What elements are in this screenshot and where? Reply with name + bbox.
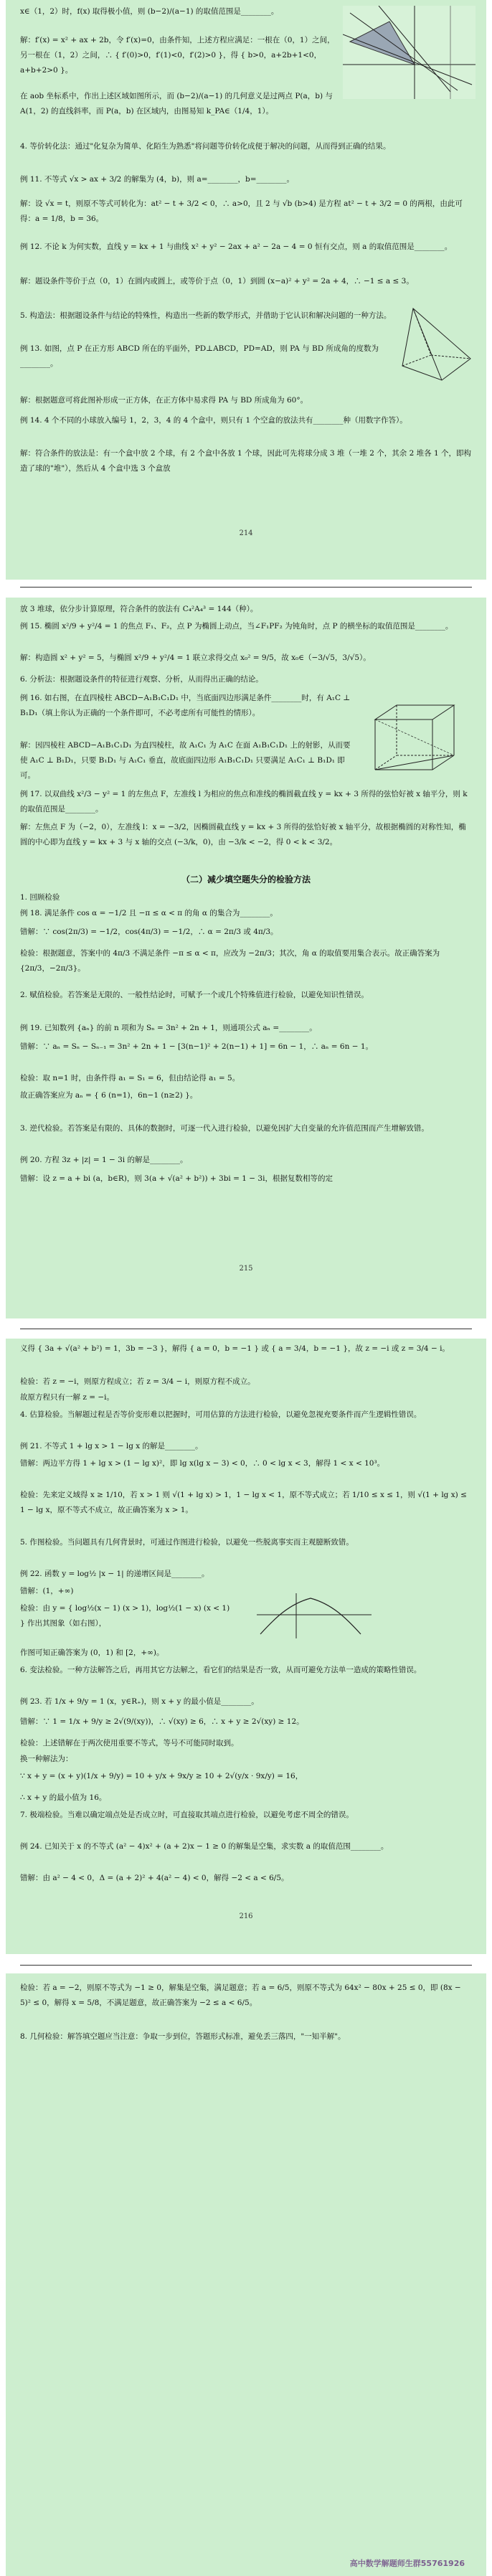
text-line: 3. 逆代检验。若答案是有限的、具体的数据时，可逐一代入进行检验，以避免因扩大自变量的允许值范围而产生增解致错。 (20, 1124, 429, 1133)
text-line: 例 16. 如右图，在直四棱柱 ABCD−A₁B₁C₁D₁ 中，当底面四边形满足条件________时，有 A₁C ⊥ B₁D₁（填上你认为正确的一个条件即可，不必考虑所有可能性的情形）。 (20, 694, 351, 717)
text-line: 解：题设条件等价于点（0，1）在圆内或圆上，或等价于点（0，1）到圆 (x−a)² + y² = 2a + 4，∴ −1 ≤ a ≤ 3。 (20, 277, 414, 286)
text-line: 检验：取 n=1 时，由条件得 a₁ = S₁ = 6，但由结论得 a₁ = 5。 (20, 1074, 240, 1082)
page-number: 216 (239, 1912, 253, 1920)
text-line: 错解：∵ cos(2π/3) = −1/2，cos(4π/3) = −1/2，∴ α = 2π/3 或 4π/3。 (20, 928, 278, 936)
text-line: 例 23. 若 1/x + 9/y = 1 (x，y∈R₊)，则 x + y 的最小值是________。 (20, 1697, 259, 1706)
page-214 (6, 0, 486, 580)
text-line: 解：f′(x) = x² + ax + 2b，令 f′(x)=0，由条件知，上述方程应满足：一根在（0，1）之间，另一根在（1，2）之间，∴ { f′(0)>0，f′(1)<0，f′(2)>0 }，得 { b>0，a+2b+1<0，a+b+2>0 }。 (20, 36, 335, 75)
text-line: 例 15. 椭圆 x²/9 + y²/4 = 1 的焦点 F₁、F₂，点 P 为椭圆上动点，当∠F₁PF₂ 为钝角时，点 P 的横坐标的取值范围是________。 (20, 622, 453, 631)
text-line: 4. 等价转化法：通过"化复杂为简单、化陌生为熟悉"将问题等价转化成便于解决的问题，从而得到正确的结果。 (20, 142, 391, 151)
text-line: 5. 构造法：根据题设条件与结论的特殊性，构造出一些新的数学形式，并借助于它认识和解决问题的一种方法。 (20, 311, 392, 320)
footer-watermark: 高中数学解题师生群55761926 (349, 2559, 465, 2568)
text-line: 解：设 √x = t，则原不等式可转化为：at² − t + 3/2 < 0，∴ a>0，且 2 与 √b (b>4) 是方程 at² − t + 3/2 = 0 的两根，由此可得：a = 1/8，b = 36。 (20, 199, 463, 223)
text-line: 解：符合条件的放法是：有一个盒中放 2 个球，有 2 个盒中各放 1 个球，因此可先将球分成 3 堆（一堆 2 个，其余 2 堆各 1 个，即构造了球的"堆"），然后从 4 个盒中选 3 个盒放 (20, 449, 471, 473)
log-graph-figure (253, 1590, 375, 1640)
page-number: 215 (239, 1265, 253, 1273)
text-line: 例 11. 不等式 √x > ax + 3/2 的解集为 (4，b)，则 a=________，b=________。 (20, 175, 295, 184)
text-line: 检验：根据题意，答案中的 4π/3 不满足条件 −π ≤ α < π，应改为 −2π/3；其次，角 α 的取值要用集合表示。故正确答案为 {2π/3，−2π/3}。 (20, 949, 440, 973)
text-line: 义得 { 3a + √(a² + b²) = 1，3b = −3 }，解得 { a = 0，b = −1 } 或 { a = 3/4，b = −1 }，故 z = −i 或 z = 3/4 − i。 (20, 1344, 450, 1353)
text-line: 检验：若 z = −i，则原方程成立；若 z = 3/4 − i，则原方程不成立。 (20, 1377, 255, 1386)
text-line: 5. 作图检验。当问题具有几何背景时，可通过作图进行检验，以避免一些脱离事实而主观臆断致错。 (20, 1538, 354, 1547)
text-line: 例 22. 函数 y = log½ |x − 1| 的递增区间是________。 (20, 1570, 209, 1578)
text-line: ∵ x + y = (x + y)(1/x + 9/y) = 10 + y/x + 9x/y ≥ 10 + 2√(y/x · 9x/y) = 16， (20, 1772, 303, 1780)
text-line: 检验：由 y = { log½(x − 1) (x > 1)，log½(1 − x) (x < 1) } 作出其图象（如右图）， (20, 1604, 230, 1628)
text-line: 例 12. 不论 k 为何实数，直线 y = kx + 1 与曲线 x² + y² − 2ax + a² − 2a − 4 = 0 恒有交点，则 a 的取值范围是________。 (20, 242, 453, 251)
text-line: 作图可知正确答案为 (0，1) 和 [2，+∞)。 (20, 1648, 164, 1657)
text-line: 例 19. 已知数列 {aₙ} 的前 n 项和为 Sₙ = 3n² + 2n + 1，则通项公式 aₙ =________。 (20, 1024, 317, 1032)
page-217 (6, 1973, 486, 2576)
section-heading: （二）减少填空题失分的检验方法 (181, 874, 311, 884)
page-215 (6, 598, 486, 1318)
text-line: 错解：由 a² − 4 < 0，Δ = (a + 2)² + 4(a² − 4) < 0，解得 −2 < a < 6/5。 (20, 1874, 289, 1882)
text-line: 错解：∵ 1 = 1/x + 9/y ≥ 2√(9/(xy))，∴ √(xy) ≥ 6，∴ x + y ≥ 2√(xy) ≥ 12。 (20, 1717, 304, 1726)
text-line: 例 20. 方程 3z + |z| = 1 − 3i 的解是________。 (20, 1156, 188, 1164)
page-separator (20, 1965, 472, 1966)
text-line: 错解：两边平方得 1 + lg x > (1 − lg x)²，即 lg x(lg x − 3) < 0，∴ 0 < lg x < 3，解得 1 < x < 10³。 (20, 1459, 385, 1468)
text-line: 在 aob 坐标系中，作出上述区域如图所示，而 (b−2)/(a−1) 的几何意义是过两点 P(a，b) 与 A(1，2) 的直线斜率，而 P(a，b) 在区域内，由图易知 k_PA∈（1/4，1）。 (20, 92, 333, 115)
text-line: 例 13. 如图，点 P 在正方形 ABCD 所在的平面外，PD⊥ABCD，PD=AD，则 PA 与 BD 所成角的度数为________。 (20, 344, 379, 368)
page-216 (6, 1339, 486, 1954)
pyramid-figure (399, 301, 478, 384)
text-line: 例 17. 以双曲线 x²/3 − y² = 1 的左焦点 F，左准线 l 为相应的焦点和准线的椭圆截直线 y = kx + 3 所得的弦恰好被 x 轴平分，则 k 的取值范围是________。 (20, 790, 468, 813)
text-line: 6. 分析法：根据题设条件的特征进行观察、分析，从而得出正确的结论。 (20, 675, 263, 684)
text-line: 例 24. 已知关于 x 的不等式 (a² − 4)x² + (a + 2)x − 1 ≥ 0 的解集是空集，求实数 a 的取值范围________。 (20, 1842, 389, 1851)
text-line: 换一种解法为： (20, 1755, 73, 1763)
text-line: 解：左焦点 F 为（−2，0），左准线 l：x = −3/2，因椭圆截直线 y = kx + 3 所得的弦恰好被 x 轴平分，故根据椭圆的对称性知，椭圆的中心即为直线 y = kx + 3 与 x 轴的交点 (−3/k，0)，由 −3/k < −2，得 0 < k < 3/2。 (20, 823, 466, 846)
text-line: 解：因四棱柱 ABCD−A₁B₁C₁D₁ 为直四棱柱，故 A₁C₁ 为 A₁C 在面 A₁B₁C₁D₁ 上的射影，从而要使 A₁C ⊥ B₁D₁，只要 B₁D₁ 与 A₁C₁ 垂直，故底面四边形 A₁B₁C₁D₁ 只要满足 A₁C₁ ⊥ B₁D₁ 即可。 (20, 741, 351, 780)
text-line: 错解：∵ aₙ = Sₙ − Sₙ₋₁ = 3n² + 2n + 1 − [3(n−1)² + 2(n−1) + 1] = 6n − 1，∴ aₙ = 6n − 1。 (20, 1042, 374, 1051)
text-line: 例 14. 4 个不同的小球放入编号 1，2，3，4 的 4 个盒中，则只有 1 个空盒的放法共有________种（用数字作答）。 (20, 416, 407, 425)
text-line: ∴ x + y 的最小值为 16。 (20, 1793, 107, 1802)
page-number: 214 (239, 529, 253, 537)
text-line: 放 3 堆球，依分步计算原理，符合条件的放法有 C₄²A₄³ = 144（种）。 (20, 605, 258, 613)
text-line: x∈（1，2）时，f(x) 取得极小值，则 (b−2)/(a−1) 的取值范围是________。 (20, 7, 279, 16)
text-line: 故正确答案应为 aₙ = { 6 (n=1)，6n−1 (n≥2) }。 (20, 1091, 198, 1100)
text-line: 2. 赋值检验。若答案是无限的、一般性结论时，可赋予一个或几个特殊值进行检验，以避免知识性错误。 (20, 991, 369, 999)
text-line: 解：构造圆 x² + y² = 5，与椭圆 x²/9 + y²/4 = 1 联立求得交点 x₀² = 9/5，故 x₀∈（−3/√5，3/√5）。 (20, 654, 371, 662)
text-line: 错解：(1，+∞) (20, 1587, 74, 1595)
text-line: 检验：上述错解在于两次使用重要不等式，等号不可能同时取到。 (20, 1739, 239, 1747)
text-line: 解：根据题意可将此图补形成一正方体，在正方体中易求得 PA 与 BD 所成角为 60°。 (20, 396, 308, 405)
prism-figure (368, 698, 476, 780)
text-line: 检验：先来定义域得 x ≥ 1/10，若 x > 1 则 √(1 + lg x) > 1，1 − lg x < 1，原不等式成立；若 1/10 ≤ x ≤ 1，则 √(1 + lg x) ≤ 1 − lg x，原不等式不成立，故正确答案为 x > 1。 (20, 1491, 467, 1514)
text-line: 7. 极端检验。当难以确定端点处是否成立时，可直接取其端点进行检验，以避免考虑不周全的错误。 (20, 1811, 354, 1819)
text-line: 4. 估算检验。当解题过程是否等价变形难以把握时，可用估算的方法进行检验，以避免忽视充要条件而产生逻辑性错误。 (20, 1410, 422, 1419)
feasible-region-figure (343, 6, 476, 99)
text-line: 1. 回顾检验 (20, 893, 60, 902)
text-line: 6. 变法检验。一种方法解答之后，再用其它方法解之，看它们的结果是否一致，从而可避免方法单一造成的策略性错误。 (20, 1666, 422, 1674)
text-line: 故原方程只有一解 z = −i。 (20, 1393, 114, 1402)
page-separator (20, 587, 472, 588)
text-line: 例 21. 不等式 1 + lg x > 1 − lg x 的解是________。 (20, 1442, 203, 1450)
text-line: 检验：若 a = −2，则原不等式为 −1 ≥ 0，解集是空集，满足题意；若 a = 6/5，则原不等式为 64x² − 80x + 25 ≤ 0，即 (8x − 5)² ≤ 0，解得 x = 5/8，不满足题意，故正确答案为 −2 ≤ a < 6/5。 (20, 1983, 461, 2007)
text-line: 例 18. 满足条件 cos α = −1/2 且 −π ≤ α < π 的角 α 的集合为________。 (20, 909, 278, 917)
text-line: 错解：设 z = a + bi (a，b∈R)，则 3(a + √(a² + b²)) + 3bi = 1 − 3i，根据复数相等的定 (20, 1174, 333, 1183)
text-line: 8. 几何检验：解答填空题应当注意：争取一步到位，答题形式标准，避免丢三落四，"一知半解"。 (20, 2032, 346, 2041)
